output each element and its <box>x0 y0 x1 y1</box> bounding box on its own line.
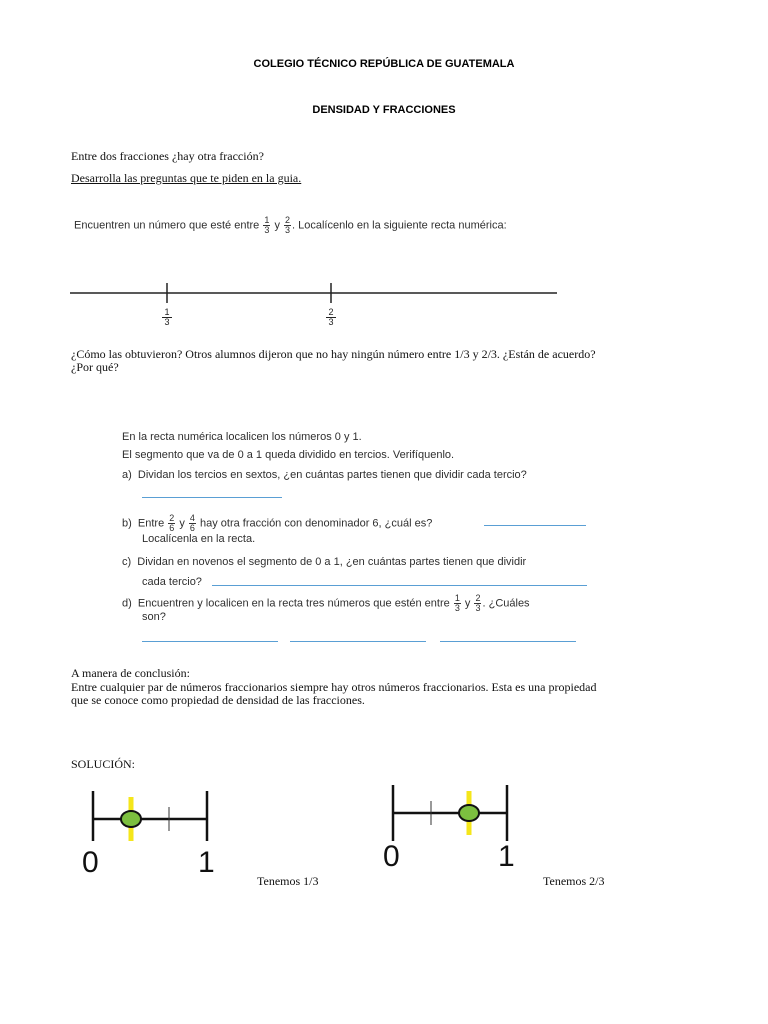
exercise2-intro1: En la recta numérica localicen los números 0 y 1. <box>122 431 362 443</box>
answer-blank-a[interactable] <box>142 496 282 498</box>
fraction-two-sixths: $\frac{2}{6}$ <box>169 513 175 533</box>
intro-instruction: Desarrolla las preguntas que te piden en la guia. <box>71 171 302 185</box>
exercise2-intro2: El segmento que va de 0 a 1 queda dividido en tercios. Verifíquenlo. <box>122 449 455 461</box>
conclusion-line2: que se conoce como propiedad de densidad de las fracciones. <box>71 693 365 707</box>
number-line-exercise1 <box>60 280 570 330</box>
document-title: DENSIDAD Y FRACCIONES <box>312 104 456 116</box>
exercise1-prefix: Encuentren un número que esté entre <box>74 219 260 232</box>
exercise2-item-c: c) Dividan en novenos el segmento de 0 a 1, ¿en cuántas partes tienen que dividir <box>122 556 527 568</box>
exercise1-prompt <box>74 216 507 235</box>
exercise2-item-d-line2: son? <box>142 611 166 623</box>
fraction-one-third-d: $\frac{1}{3}$ <box>454 593 460 613</box>
line-label-two-thirds: 2 3 <box>326 308 336 327</box>
fraction-two-thirds-d: $\frac{2}{3}$ <box>475 593 481 613</box>
answer-blank-c[interactable] <box>212 584 587 586</box>
exercise2-item-d: d) Encuentren y localicen en la recta tres números que estén entre $\frac{1}{3}$ y $\frac{2}{3}$ . ¿Cuáles <box>122 593 530 613</box>
question2-line2: ¿Por qué? <box>71 360 119 374</box>
diagram1-label-1: 1 <box>198 846 215 879</box>
solution-diagram-1 <box>80 785 220 845</box>
solution-diagram-2 <box>380 785 520 845</box>
intro-question: Entre dos fracciones ¿hay otra fracción? <box>71 149 264 163</box>
diagram1-label-0: 0 <box>82 846 99 879</box>
conclusion-heading: A manera de conclusión: <box>71 666 190 680</box>
conclusion-line1: Entre cualquier par de números fraccionarios siempre hay otros números fraccionarios. Esta es una propiedad <box>71 680 597 694</box>
answer-blank-d1[interactable] <box>142 640 278 642</box>
marker-two-thirds <box>459 805 479 821</box>
exercise2-item-b-line2: Localícenla en la recta. <box>142 533 256 545</box>
exercise2-item-c-line2: cada tercio? <box>142 576 202 588</box>
answer-blank-b[interactable] <box>484 524 586 526</box>
exercise2-item-a: a) Dividan los tercios en sextos, ¿en cuántas partes tienen que dividir cada tercio? <box>122 469 527 481</box>
answer-blank-d2[interactable] <box>290 640 426 642</box>
line-label-one-third: 1 3 <box>162 308 172 327</box>
diagram2-caption: Tenemos 2/3 <box>543 874 605 888</box>
exercise2-item-b: b) Entre $\frac{2}{6}$ y $\frac{4}{6}$ hay otra fracción con denominador 6, ¿cuál es? <box>122 513 433 533</box>
diagram2-label-1: 1 <box>498 840 515 873</box>
exercise1-and: y <box>274 219 280 232</box>
school-name: COLEGIO TÉCNICO REPÚBLICA DE GUATEMALA <box>253 58 515 70</box>
answer-blank-d3[interactable] <box>440 640 576 642</box>
marker-one-third <box>121 811 141 827</box>
diagram1-caption: Tenemos 1/3 <box>257 874 319 888</box>
question2-line1: ¿Cómo las obtuvieron? Otros alumnos dijeron que no hay ningún número entre 1/3 y 2/3. ¿Están de acuerdo? <box>71 347 596 361</box>
diagram2-label-0: 0 <box>383 840 400 873</box>
fraction-two-thirds: $\frac{2}{3}$ <box>285 215 291 235</box>
exercise1-suffix: . Localícenlo en la siguiente recta numérica: <box>292 219 507 232</box>
solution-heading: SOLUCIÓN: <box>71 757 136 771</box>
fraction-one-third: $\frac{1}{3}$ <box>264 215 270 235</box>
fraction-four-sixths: $\frac{4}{6}$ <box>189 513 195 533</box>
